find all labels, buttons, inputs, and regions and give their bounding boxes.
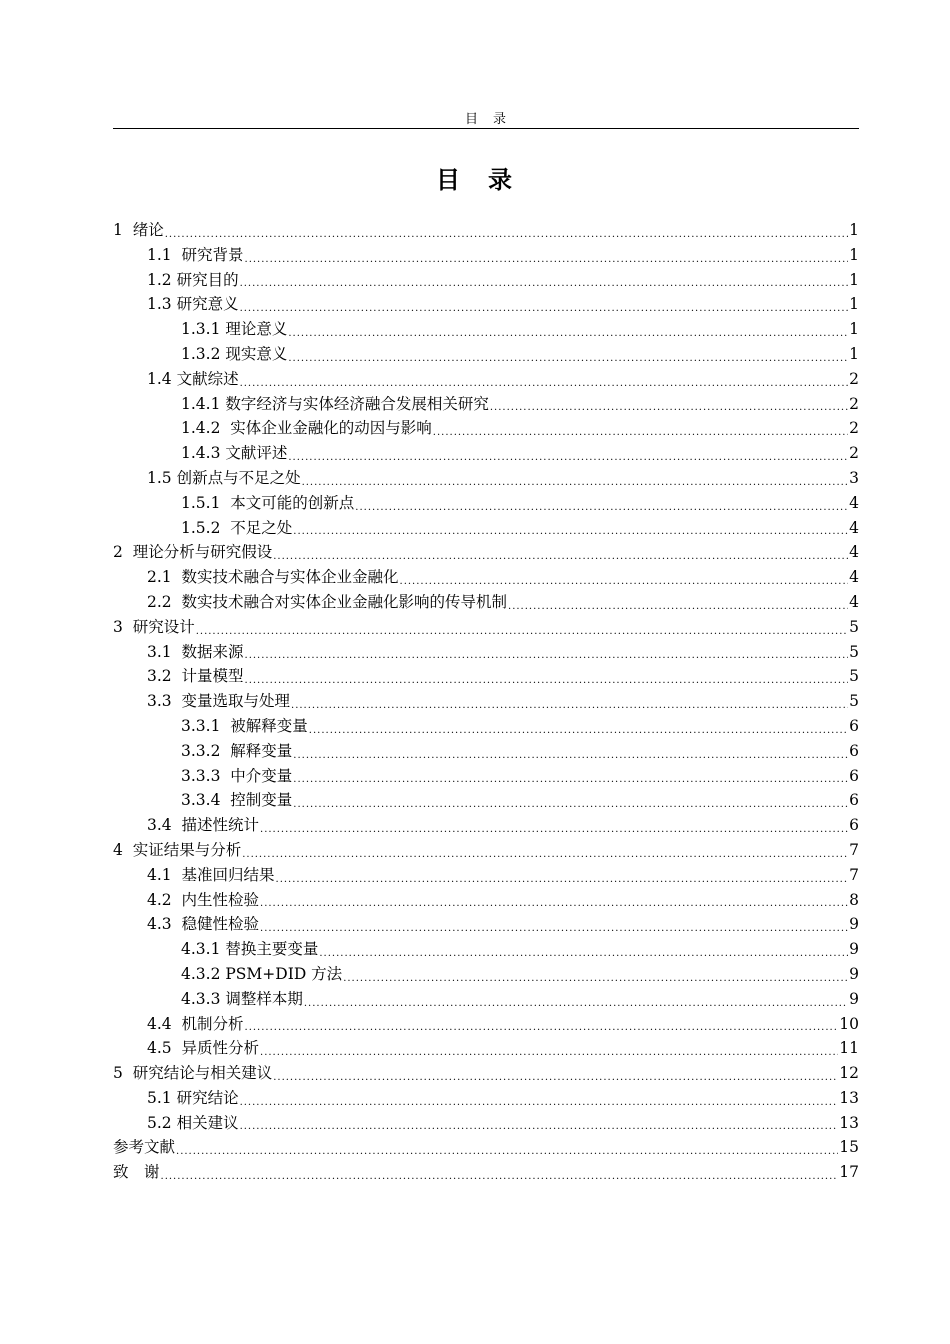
toc-dot-leader [260, 1036, 838, 1061]
toc-dot-leader [276, 863, 849, 888]
toc-entry-page-number: 6 [849, 766, 859, 785]
toc-entry[interactable] [113, 664, 859, 689]
toc-dot-leader [260, 888, 848, 913]
toc-entry[interactable] [113, 912, 859, 937]
toc-entry-label: 1.4.2 实体企业金融化的动因与影响 [181, 419, 432, 438]
toc-entry[interactable] [113, 317, 859, 342]
toc-entry[interactable] [113, 441, 859, 466]
toc-entry[interactable] [113, 1036, 859, 1061]
toc-entry[interactable] [113, 689, 859, 714]
toc-entry-label: 1.4 文献综述 [147, 369, 239, 388]
header-rule [113, 128, 859, 129]
toc-entry-page-number: 4 [849, 518, 859, 537]
toc-dot-leader [245, 640, 849, 665]
toc-entry-page-number: 6 [849, 816, 859, 835]
toc-entry[interactable] [113, 987, 859, 1012]
toc-dot-leader [508, 590, 848, 615]
toc-dot-leader [196, 615, 848, 640]
toc-entry[interactable] [113, 888, 859, 913]
toc-dot-leader [400, 565, 849, 590]
toc-dot-leader [490, 392, 848, 417]
toc-dot-leader [245, 243, 849, 268]
toc-entry-page-number: 13 [839, 1088, 859, 1107]
toc-dot-leader [245, 664, 849, 689]
toc-entry-page-number: 4 [849, 568, 859, 587]
toc-dot-leader [304, 987, 848, 1012]
toc-dot-leader [165, 218, 848, 243]
toc-entry-page-number: 6 [849, 716, 859, 735]
toc-entry[interactable] [113, 1012, 859, 1037]
toc-entry-page-number: 13 [839, 1113, 859, 1132]
toc-dot-leader [260, 813, 848, 838]
toc-dot-leader [319, 937, 848, 962]
toc-dot-leader [288, 441, 848, 466]
toc-entry-page-number: 5 [849, 617, 859, 636]
table-of-contents [113, 218, 859, 1185]
toc-entry-label: 4.5 异质性分析 [147, 1039, 260, 1058]
toc-entry-label: 1.2 研究目的 [147, 270, 239, 289]
toc-entry[interactable] [113, 764, 859, 789]
toc-entry[interactable] [113, 367, 859, 392]
toc-entry-label: 5.2 相关建议 [147, 1113, 239, 1132]
toc-entry[interactable] [113, 218, 859, 243]
toc-entry-page-number: 15 [839, 1138, 859, 1157]
toc-dot-leader [433, 416, 848, 441]
toc-dot-leader [355, 491, 848, 516]
toc-entry-page-number: 4 [849, 543, 859, 562]
toc-dot-leader [176, 1135, 838, 1160]
toc-entry-label: 3.3.2 解释变量 [181, 741, 293, 760]
toc-entry[interactable] [113, 640, 859, 665]
toc-entry-page-number: 6 [849, 741, 859, 760]
toc-dot-leader [288, 317, 848, 342]
toc-dot-leader [293, 788, 848, 813]
toc-entry[interactable] [113, 1086, 859, 1111]
toc-entry[interactable] [113, 739, 859, 764]
toc-dot-leader [293, 516, 848, 541]
toc-dot-leader [273, 540, 848, 565]
toc-entry-label: 1.4.1 数字经济与实体经济融合发展相关研究 [181, 394, 489, 413]
toc-entry-page-number: 17 [839, 1163, 859, 1182]
toc-entry[interactable] [113, 590, 859, 615]
toc-dot-leader [309, 714, 848, 739]
toc-entry-label: 3.3.4 控制变量 [181, 791, 293, 810]
toc-entry-page-number: 8 [849, 890, 859, 909]
toc-entry-label: 参考文献 [113, 1138, 176, 1157]
toc-entry-label: 2.2 数实技术融合对实体企业金融化影响的传导机制 [147, 592, 508, 611]
toc-entry[interactable] [113, 937, 859, 962]
toc-dot-leader [260, 912, 848, 937]
toc-entry-label: 4.3.1 替换主要变量 [181, 940, 319, 959]
toc-dot-leader [240, 1111, 839, 1136]
toc-entry-page-number: 9 [849, 915, 859, 934]
toc-entry-label: 1.3 研究意义 [147, 295, 239, 314]
toc-entry-label: 4.3.3 调整样本期 [181, 989, 303, 1008]
toc-entry-page-number: 1 [849, 320, 859, 339]
toc-entry-label: 3.4 描述性统计 [147, 816, 260, 835]
toc-entry-label: 1.5.1 本文可能的创新点 [181, 493, 355, 512]
toc-entry-page-number: 3 [849, 468, 859, 487]
toc-dot-leader [343, 962, 848, 987]
toc-entry[interactable] [113, 1160, 859, 1185]
toc-dot-leader [293, 739, 848, 764]
toc-dot-leader [240, 292, 849, 317]
toc-entry-label: 3.3 变量选取与处理 [147, 692, 291, 711]
toc-entry-page-number: 4 [849, 493, 859, 512]
toc-dot-leader [293, 764, 848, 789]
toc-entry-page-number: 2 [849, 444, 859, 463]
toc-entry-page-number: 1 [849, 295, 859, 314]
toc-entry[interactable] [113, 466, 859, 491]
toc-entry[interactable] [113, 292, 859, 317]
toc-dot-leader [273, 1061, 838, 1086]
toc-entry-label: 4.3.2 PSM+DID 方法 [181, 964, 343, 983]
toc-entry-page-number: 9 [849, 940, 859, 959]
toc-entry-label: 3 研究设计 [113, 617, 195, 636]
toc-entry[interactable] [113, 392, 859, 417]
toc-entry[interactable] [113, 342, 859, 367]
toc-entry-label: 4.1 基准回归结果 [147, 865, 275, 884]
toc-entry[interactable] [113, 243, 859, 268]
toc-entry-label: 1.5 创新点与不足之处 [147, 468, 301, 487]
toc-entry[interactable] [113, 540, 859, 565]
toc-entry[interactable] [113, 516, 859, 541]
toc-entry-label: 1.5.2 不足之处 [181, 518, 293, 537]
toc-entry-label: 3.3.1 被解释变量 [181, 716, 308, 735]
toc-entry[interactable] [113, 615, 859, 640]
toc-entry-label: 2.1 数实技术融合与实体企业金融化 [147, 568, 399, 587]
toc-entry[interactable] [113, 1135, 859, 1160]
toc-entry[interactable] [113, 863, 859, 888]
toc-entry-page-number: 1 [849, 221, 859, 239]
toc-entry-page-number: 7 [849, 865, 859, 884]
toc-entry-page-number: 2 [849, 369, 859, 388]
toc-entry[interactable] [113, 1061, 859, 1086]
toc-entry[interactable] [113, 838, 859, 863]
toc-dot-leader [291, 689, 848, 714]
page-title: 目 录 [436, 166, 514, 194]
toc-entry-label: 1.3.2 现实意义 [181, 344, 288, 363]
toc-dot-leader [242, 838, 848, 863]
toc-entry-label: 3.2 计量模型 [147, 667, 244, 686]
toc-entry-label: 2 理论分析与研究假设 [113, 543, 273, 562]
toc-entry[interactable] [113, 565, 859, 590]
toc-entry-label: 致 谢 [113, 1163, 160, 1182]
toc-entry-label: 4.3 稳健性检验 [147, 915, 260, 934]
toc-entry-label: 4.4 机制分析 [147, 1014, 244, 1033]
toc-entry-label: 5.1 研究结论 [147, 1088, 239, 1107]
toc-entry-page-number: 1 [849, 270, 859, 289]
toc-entry-page-number: 5 [849, 667, 859, 686]
toc-dot-leader [245, 1012, 839, 1037]
toc-entry-page-number: 5 [849, 642, 859, 661]
toc-entry-label: 4 实证结果与分析 [113, 840, 242, 859]
toc-entry-label: 1 绪论 [113, 221, 164, 239]
toc-entry[interactable] [113, 416, 859, 441]
toc-dot-leader [161, 1160, 839, 1185]
toc-entry[interactable] [113, 813, 859, 838]
toc-dot-leader [302, 466, 849, 491]
toc-dot-leader [240, 268, 849, 293]
toc-entry-page-number: 4 [849, 592, 859, 611]
toc-entry-page-number: 10 [839, 1014, 859, 1033]
toc-entry-label: 4.2 内生性检验 [147, 890, 260, 909]
toc-dot-leader [240, 367, 849, 392]
toc-entry-label: 3.3.3 中介变量 [181, 766, 293, 785]
toc-dot-leader [288, 342, 848, 367]
toc-entry[interactable] [113, 788, 859, 813]
toc-entry-page-number: 7 [849, 840, 859, 859]
toc-dot-leader [240, 1086, 839, 1111]
toc-entry-page-number: 1 [849, 245, 859, 264]
toc-entry[interactable] [113, 491, 859, 516]
toc-entry[interactable] [113, 714, 859, 739]
toc-entry-page-number: 6 [849, 791, 859, 810]
toc-entry-page-number: 2 [849, 394, 859, 413]
toc-entry-page-number: 9 [849, 964, 859, 983]
running-header: 目 录 [464, 112, 507, 127]
toc-entry-page-number: 11 [839, 1039, 859, 1058]
toc-entry-label: 1.4.3 文献评述 [181, 444, 288, 463]
toc-entry[interactable] [113, 1111, 859, 1136]
toc-entry-label: 1.3.1 理论意义 [181, 320, 288, 339]
toc-entry[interactable] [113, 268, 859, 293]
toc-entry-page-number: 9 [849, 989, 859, 1008]
toc-entry-page-number: 2 [849, 419, 859, 438]
toc-entry-label: 1.1 研究背景 [147, 245, 244, 264]
toc-entry-page-number: 1 [849, 344, 859, 363]
toc-entry-page-number: 12 [839, 1064, 859, 1083]
toc-entry-page-number: 5 [849, 692, 859, 711]
toc-entry[interactable] [113, 962, 859, 987]
toc-entry-label: 5 研究结论与相关建议 [113, 1064, 273, 1083]
toc-entry-label: 3.1 数据来源 [147, 642, 244, 661]
